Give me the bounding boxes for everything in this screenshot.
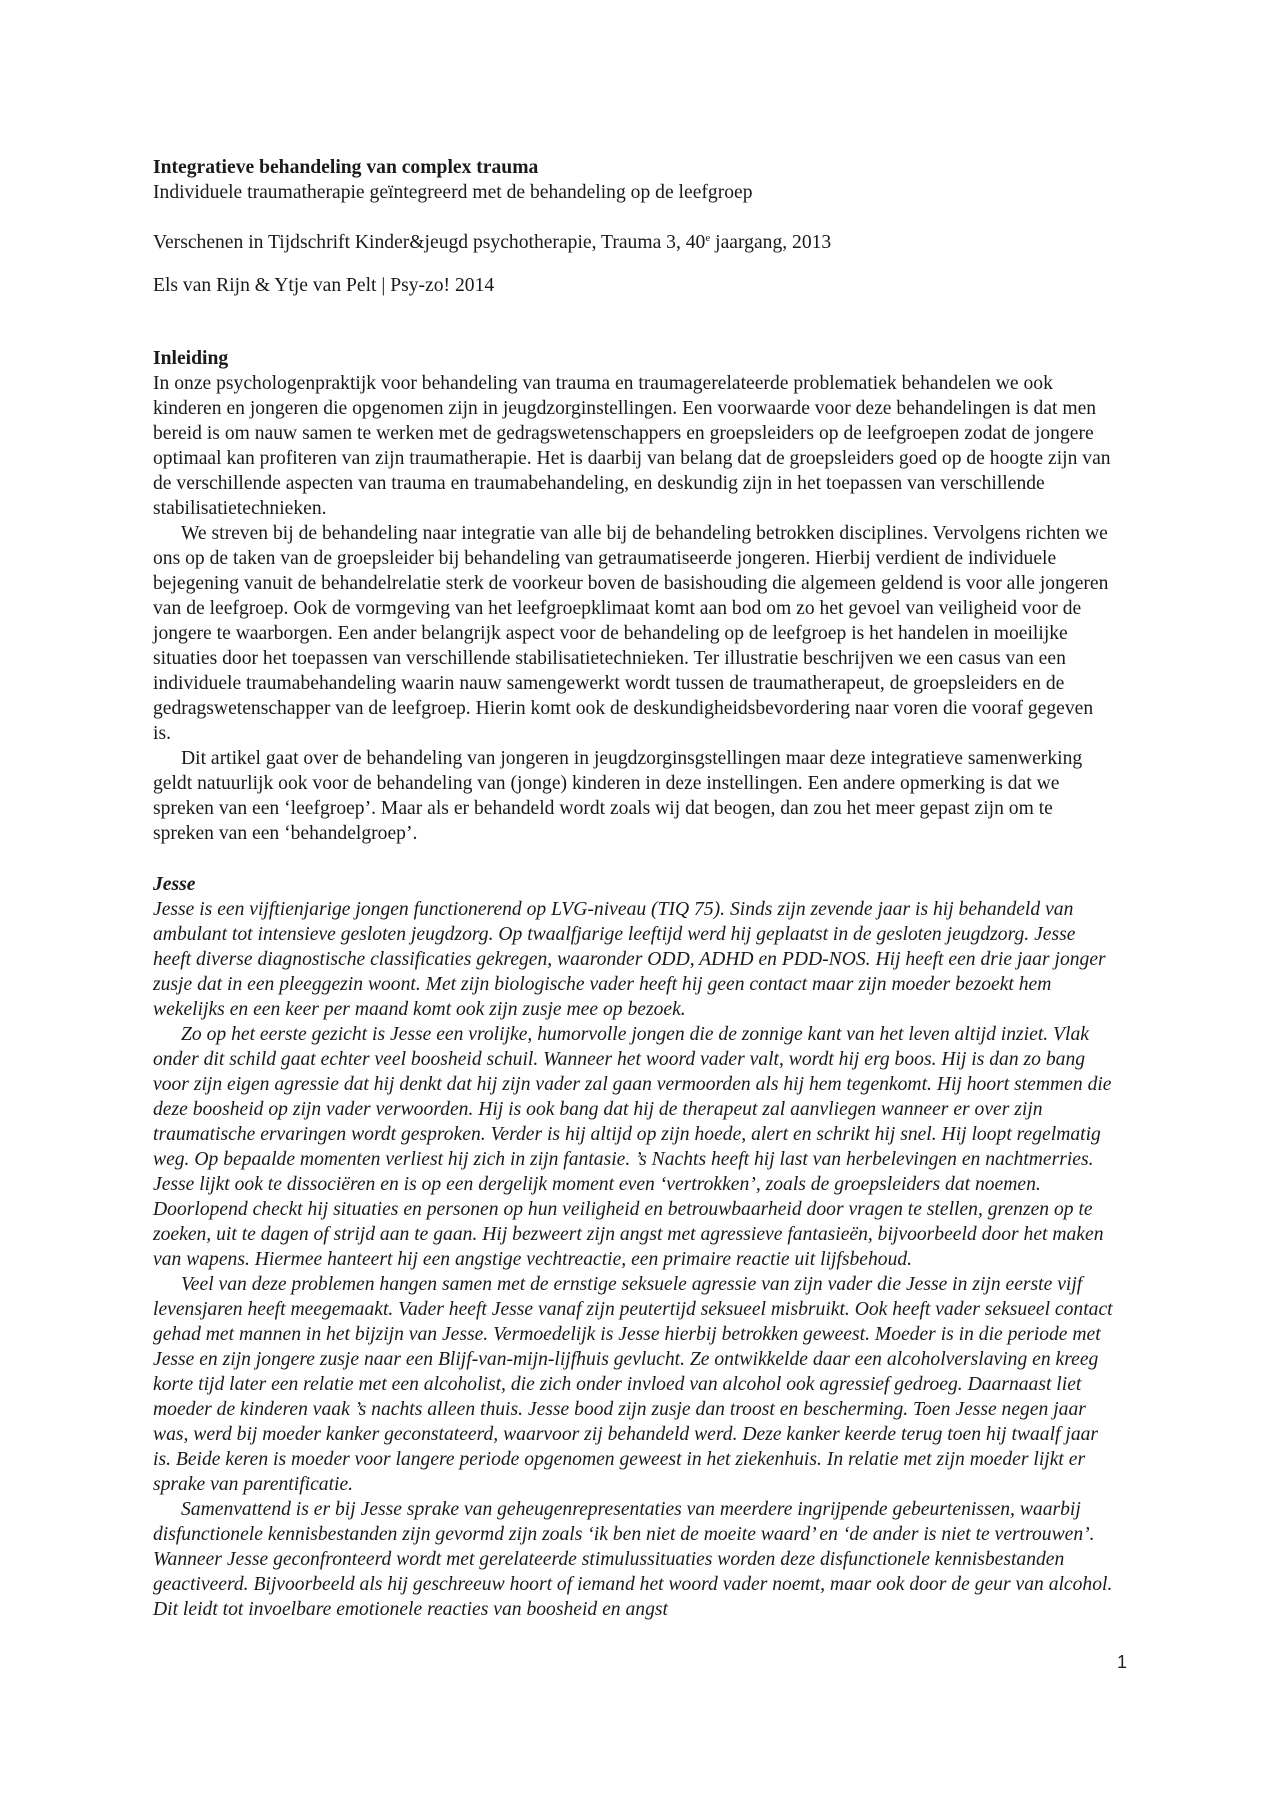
document-subtitle: Individuele traumatherapie geïntegreerd met de behandeling op de leefgroep — [153, 182, 753, 203]
publication-superscript: e — [705, 232, 711, 244]
inleiding-paragraph-1: In onze psychologenpraktijk voor behandeling van trauma en traumagerelateerde problematiek behandelen we ook kinderen en jongeren die opgenomen zijn in jeugdzorginstellingen. Een voorwaarde voor deze behandelingen is dat men bereid is om nauw samen te werken met de gedragswetenschappers en groepsleiders op de leefgroepen zodat de jongere optimaal kan profiteren van zijn traumatherapie. Het is daarbij van belang dat de groepsleiders goed op de hoogte zijn van de verschillende aspecten van trauma en traumabehandeling, en deskundig zijn in het toepassen van verschillende stabilisatietechnieken. — [153, 373, 1111, 519]
inleiding-paragraph-2: We streven bij de behandeling naar integratie van alle bij de behandeling betrokken disciplines. Vervolgens richten we ons op de taken van de groepsleider bij behandeling van getraumatiseerde jongeren. Hierbij verdient de individuele bejegening vanuit de behandelrelatie sterk de voorkeur boven de basishouding die algemeen geldend is voor alle jongeren van de leefgroep. Ook de vormgeving van het leefgroepklimaat komt aan bod om zo het gevoel van veiligheid voor de jongere te waarborgen. Een ander belangrijk aspect voor de behandeling op de leefgroep is het handelen in moeilijke situaties door het toepassen van verschillende stabilisatietechnieken. Ter illustratie beschrijven we een casus van een individuele traumabehandeling waarin nauw samengewerkt wordt tussen de traumatherapeut, de groepsleiders en de gedragswetenschapper van de leefgroep. Hierin komt ook de deskundigheidsbevordering naar voren die vooraf gegeven is. — [153, 523, 1109, 744]
section-heading-jesse: Jesse — [153, 874, 196, 895]
jesse-paragraph-4: Samenvattend is er bij Jesse sprake van geheugenrepresentaties van meerdere ingrijpende gebeurtenissen, waarbij disfunctionele kennisbestanden zijn gevormd zijn zoals ‘ik ben niet de moeite waard’ en ‘de ander is niet te vertrouwen’. Wanneer Jesse geconfronteerd wordt met gerelateerde stimulussituaties worden deze disfunctionele kennisbestanden geactiveerd. Bijvoorbeeld als hij geschreeuw hoort of iemand het woord vader noemt, maar ook door de geur van alcohol. Dit leidt tot invoelbare emotionele reacties van boosheid en angst — [153, 1499, 1113, 1620]
jesse-paragraph-2: Zo op het eerste gezicht is Jesse een vrolijke, humorvolle jongen die de zonnige kant van het leven altijd inziet. Vlak onder dit schild gaat echter veel boosheid schuil. Wanneer het woord vader valt, wordt hij erg boos. Hij is dan zo bang voor zijn eigen agressie dat hij denkt dat hij zijn vader zal gaan vermoorden als hij hem tegenkomt. Hij hoort stemmen die deze boosheid op zijn vader verwoorden. Hij is ook bang dat hij de therapeut zal aanvliegen wanneer er over zijn traumatische ervaringen wordt gesproken. Verder is hij altijd op zijn hoede, alert en schrikt hij snel. Hij loopt regelmatig weg. Op bepaalde momenten verliest hij zich in zijn fantasie. ’s Nachts heeft hij last van herbelevingen en nachtmerries. Jesse lijkt ook te dissociëren en is op een dergelijk moment even ‘vertrokken’, zoals de groepsleiders dat noemen. Doorlopend checkt hij situaties en personen op hun veiligheid en betrouwbaarheid door vragen te stellen, grenzen op te zoeken, uit te dagen of strijd aan te gaan. Hij bezweert zijn angst met agressieve fantasieën, bijvoorbeeld door het maken van wapens. Hiermee hanteert hij een angstige vechtreactie, een primaire reactie uit lijfsbehoud. — [153, 1024, 1112, 1270]
publication-suffix: jaargang, 2013 — [710, 232, 832, 253]
section-heading-inleiding: Inleiding — [153, 348, 229, 369]
document-title: Integratieve behandeling van complex trauma — [153, 157, 539, 178]
page-number: 1 — [1116, 1652, 1127, 1672]
jesse-paragraph-3: Veel van deze problemen hangen samen met de ernstige seksuele agressie van zijn vader die Jesse in zijn eerste vijf levensjaren heeft meegemaakt. Vader heeft Jesse vanaf zijn peutertijd seksueel misbruikt. Ook heeft vader seksueel contact gehad met mannen in het bijzijn van Jesse. Vermoedelijk is Jesse hierbij betrokken geweest. Moeder is in die periode met Jesse en zijn jongere zusje naar een Blijf-van-mijn-lijfhuis gevlucht. Ze ontwikkelde daar een alcoholverslaving en kreeg korte tijd later een relatie met een alcoholist, die zich onder invloed van alcohol ook agressief gedroeg. Daarnaast liet moeder de kinderen vaak ’s nachts alleen thuis. Jesse bood zijn zusje dan troost en bescherming. Toen Jesse negen jaar was, werd bij moeder kanker geconstateerd, waarvoor zij behandeld werd. Deze kanker keerde terug toen hij twaalf jaar is. Beide keren is moeder voor langere periode opgenomen geweest in het ziekenhuis. In relatie met zijn moeder lijkt er sprake van parentificatie. — [153, 1274, 1113, 1495]
publication-info — [153, 230, 1113, 255]
authors-line: Els van Rijn & Ytje van Pelt | Psy-zo! 2014 — [153, 275, 495, 296]
document-page — [153, 155, 1113, 1622]
jesse-paragraph-1: Jesse is een vijftienjarige jongen functionerend op LVG-niveau (TIQ 75). Sinds zijn zevende jaar is hij behandeld van ambulant tot intensieve gesloten jeugdzorg. Op twaalfjarige leeftijd werd hij geplaatst in de gesloten jeugdzorg. Jesse heeft diverse diagnostische classificaties gekregen, waaronder ODD, ADHD en PDD-NOS. Hij heeft een drie jaar jonger zusje dat in een pleeggezin woont. Met zijn biologische vader heeft hij geen contact maar zijn moeder bezoekt hem wekelijks en een keer per maand komt ook zijn zusje mee op bezoek. — [153, 899, 1106, 1020]
inleiding-paragraph-3: Dit artikel gaat over de behandeling van jongeren in jeugdzorginsgstellingen maar deze integratieve samenwerking geldt natuurlijk ook voor de behandeling van (jonge) kinderen in deze instellingen. Een andere opmerking is dat we spreken van een ‘leefgroep’. Maar als er behandeld wordt zoals wij dat beogen, dan zou het meer gepast zijn om te spreken van een ‘behandelgroep’. — [153, 748, 1083, 844]
publication-prefix: Verschenen in Tijdschrift Kinder&jeugd psychotherapie, Trauma 3, 40 — [153, 232, 706, 253]
